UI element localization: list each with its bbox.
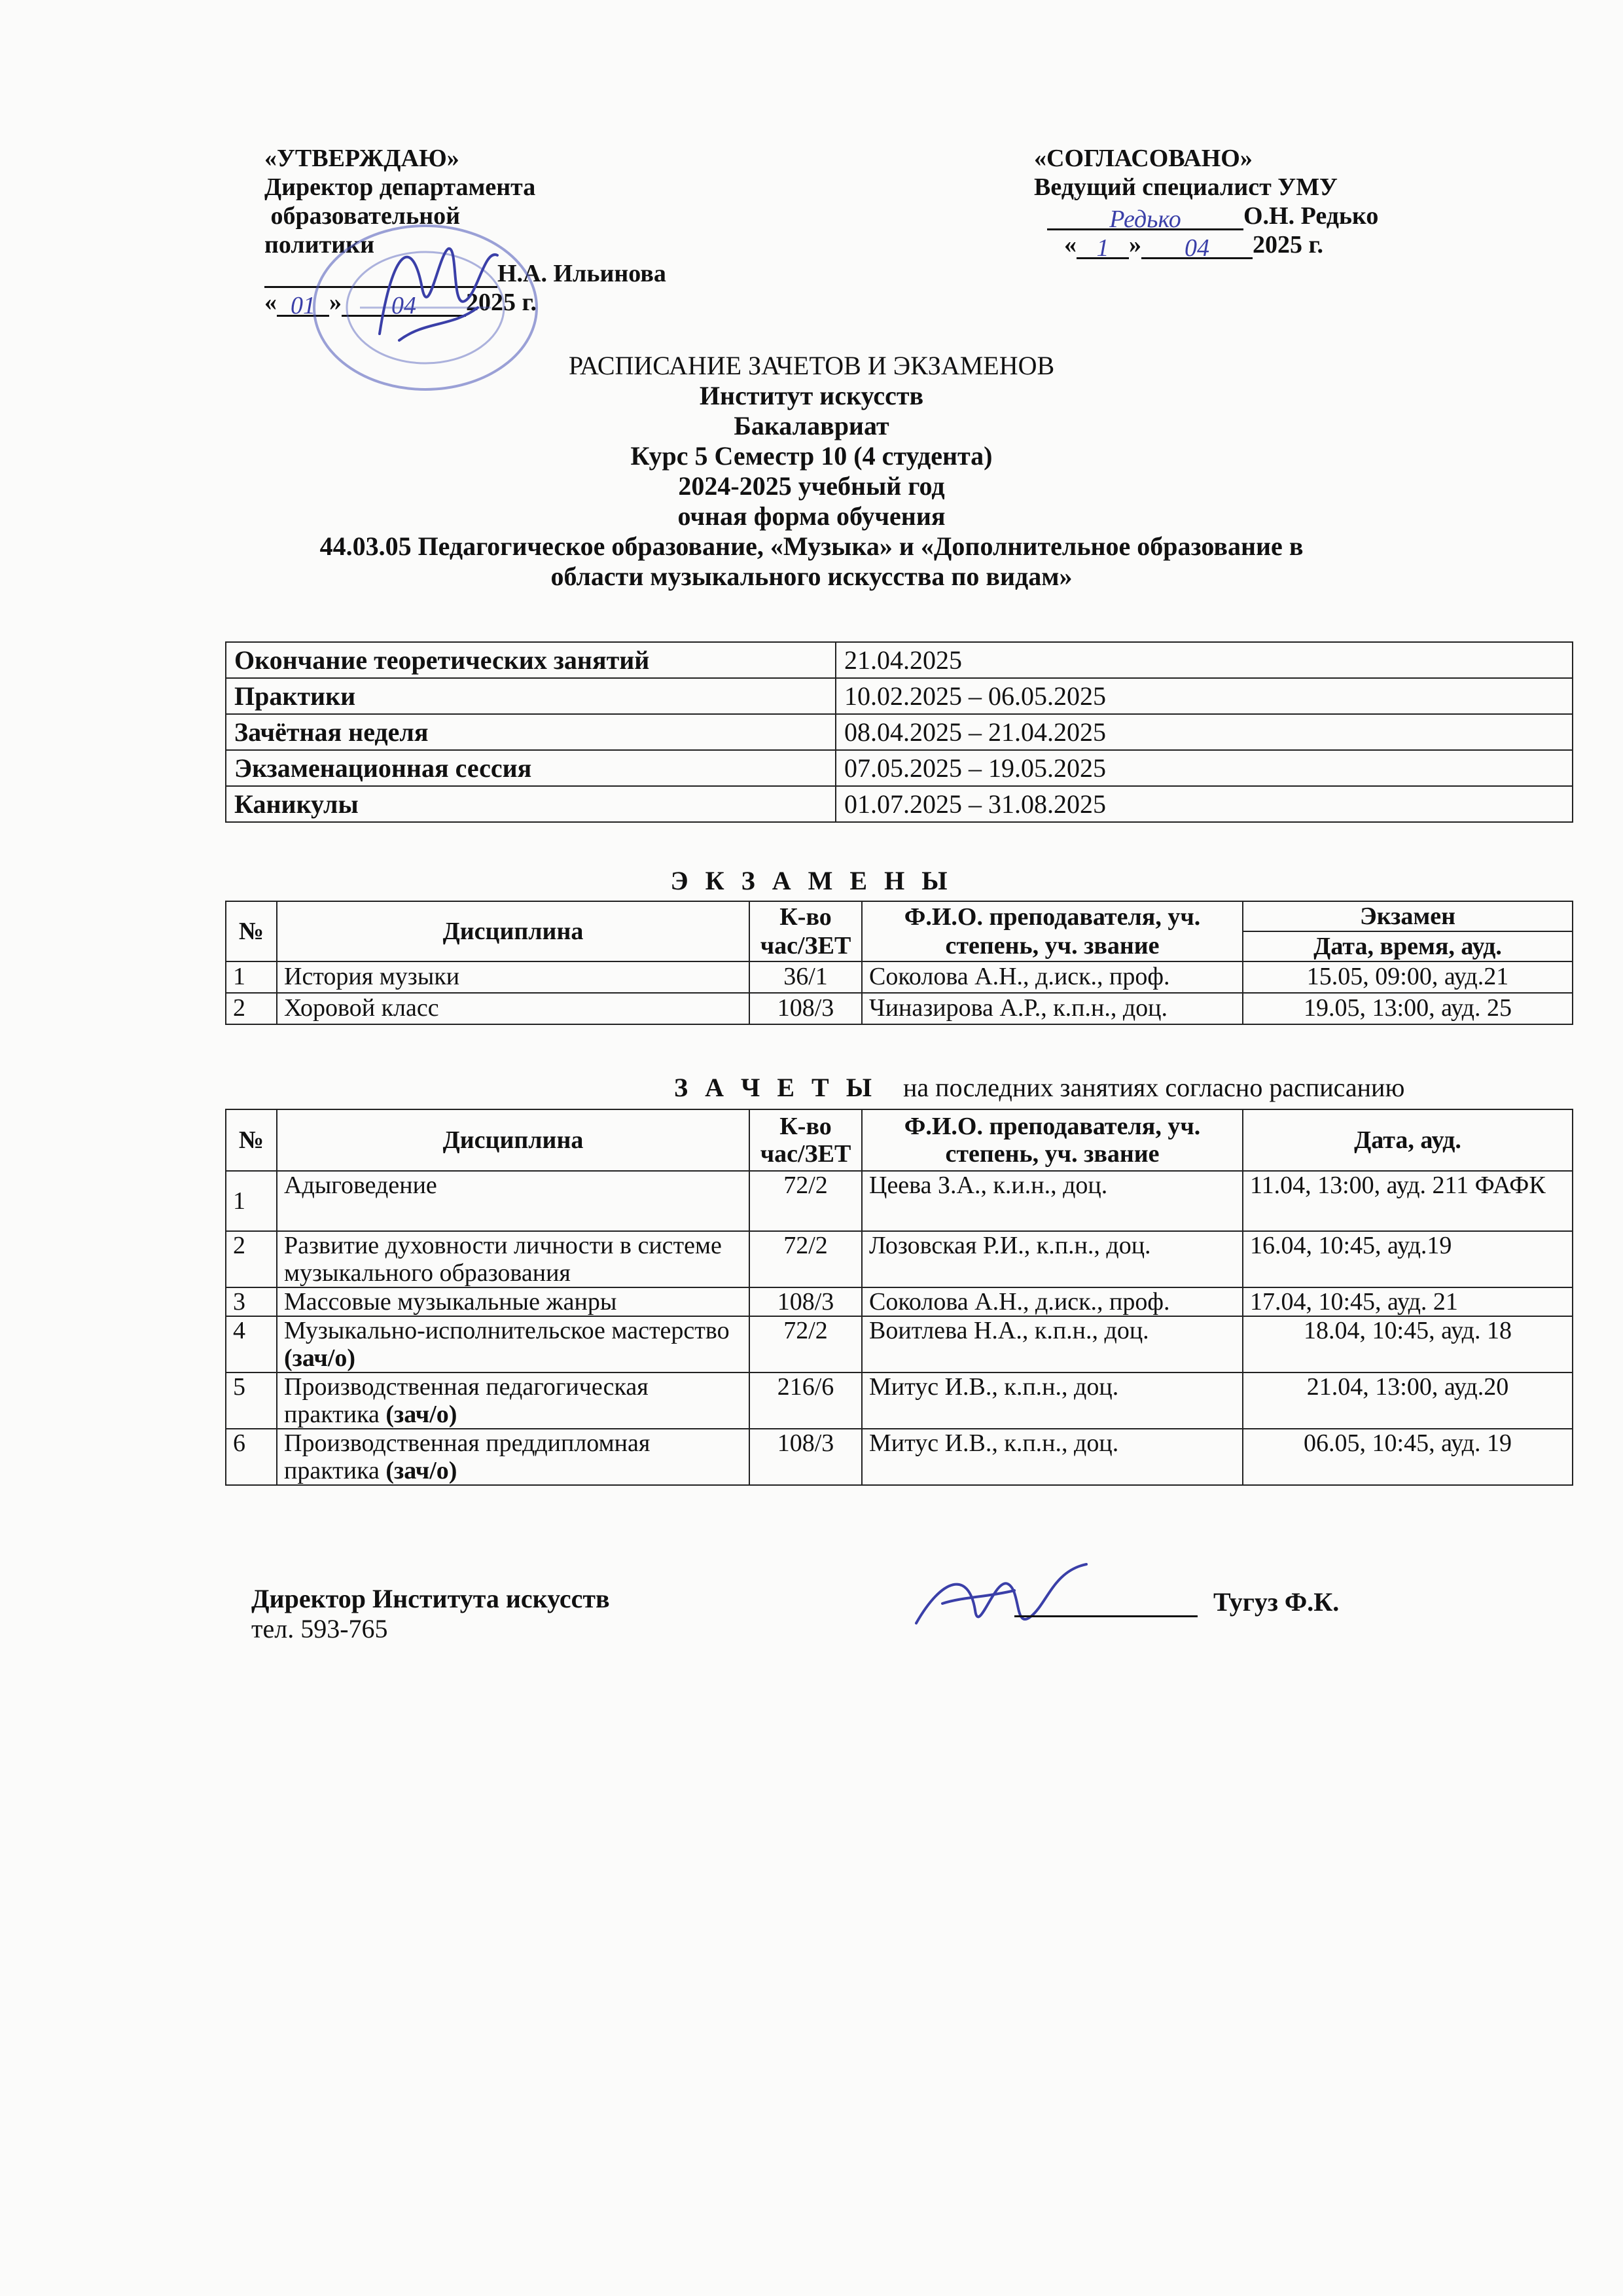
table-row: [226, 642, 1573, 678]
document-titles: [0, 351, 1623, 592]
table-row: [226, 1231, 1573, 1287]
cell-teacher: Воитлева Н.А., к.п.н., доц.: [862, 1316, 1243, 1372]
approval-position-line3: политики: [264, 231, 374, 259]
period-value: 01.07.2025 – 31.08.2025: [836, 786, 1573, 822]
study-form: очная форма обучения: [677, 501, 946, 531]
col-teacher: Ф.И.О. преподавателя, уч. степень, уч. звание: [862, 1109, 1243, 1171]
periods-table: [225, 641, 1573, 823]
agreement-date-day: 1: [1077, 234, 1129, 259]
agreement-signature-line: [1034, 202, 1492, 233]
cell-num: 2: [226, 993, 277, 1024]
cell-hours: 108/3: [749, 993, 862, 1024]
agreement-signature: Редько: [1047, 205, 1243, 230]
table-row: [226, 961, 1573, 993]
col-hours: К-во час/ЗЕТ: [749, 1109, 862, 1171]
approval-date-month: 04: [342, 291, 466, 317]
cell-num: 1: [226, 961, 277, 993]
cell-hours: 36/1: [749, 961, 862, 993]
table-row: [226, 714, 1573, 750]
cell-hours: 72/2: [749, 1231, 862, 1287]
col-hours: К-во час/ЗЕТ: [749, 901, 862, 961]
cell-discipline: Производственная преддипломная практика (зач/о): [277, 1429, 749, 1485]
institute-name: Институт искусств: [699, 381, 924, 410]
cell-date: 16.04, 10:45, ауд.19: [1243, 1231, 1573, 1287]
credit-type: (зач/о): [385, 1401, 457, 1428]
credits-heading: З А Ч Е Т Ы: [674, 1073, 877, 1102]
approval-date: « 01 » 04 2025 г.: [264, 289, 537, 319]
cell-discipline: История музыки: [277, 961, 749, 993]
cell-num: 5: [226, 1372, 277, 1429]
cell-discipline: Музыкально-исполнительское мастерство (зач/о): [277, 1316, 749, 1372]
agreement-title: «СОГЛАСОВАНО»: [1034, 145, 1253, 172]
agreement-date-month: 04: [1141, 234, 1253, 259]
period-value: 21.04.2025: [836, 642, 1573, 678]
signature-underline: [1014, 1592, 1198, 1617]
col-teacher: Ф.И.О. преподавателя, уч. степень, уч. звание: [862, 901, 1243, 961]
agreement-date: « 1 » 04 2025 г.: [1064, 231, 1323, 262]
approval-date-day: 01: [277, 291, 329, 317]
cell-teacher: Соколова А.Н., д.иск., проф.: [862, 1287, 1243, 1316]
cell-discipline: Хоровой класс: [277, 993, 749, 1024]
exams-table: [225, 901, 1573, 1025]
approval-name: Н.А. Ильинова: [497, 260, 666, 287]
cell-num: 1: [226, 1171, 277, 1231]
cell-date: 21.04, 13:00, ауд.20: [1243, 1372, 1573, 1429]
cell-date: 15.05, 09:00, ауд.21: [1243, 961, 1573, 993]
cell-hours: 72/2: [749, 1316, 862, 1372]
cell-discipline: Развитие духовности личности в системе музыкального образования: [277, 1231, 749, 1287]
cell-hours: 72/2: [749, 1171, 862, 1231]
cell-hours: 108/3: [749, 1287, 862, 1316]
col-datetime: Дата, время, ауд.: [1243, 931, 1573, 961]
table-row: [226, 1429, 1573, 1485]
period-label: Практики: [226, 678, 836, 714]
table-header-row: [226, 1109, 1573, 1171]
document-title: РАСПИСАНИЕ ЗАЧЕТОВ И ЭКЗАМЕНОВ: [568, 351, 1055, 380]
course-info: Курс 5 Семестр 10 (4 студента): [630, 441, 993, 471]
director-name: Тугуз Ф.К.: [1213, 1587, 1340, 1617]
credit-type: (зач/о): [284, 1344, 356, 1372]
cell-hours: 108/3: [749, 1429, 862, 1485]
cell-num: 4: [226, 1316, 277, 1372]
cell-date: 17.04, 10:45, ауд. 21: [1243, 1287, 1573, 1316]
program-line-1: 44.03.05 Педагогическое образование, «Музыка» и «Дополнительное образование в: [319, 531, 1304, 561]
col-num: №: [226, 901, 277, 961]
cell-teacher: Лозовская Р.И., к.п.н., доц.: [862, 1231, 1243, 1287]
program-line-2: области музыкального искусства по видам»: [550, 562, 1073, 591]
cell-teacher: Митус И.В., к.п.н., доц.: [862, 1372, 1243, 1429]
period-label: Экзаменационная сессия: [226, 750, 836, 786]
cell-num: 6: [226, 1429, 277, 1485]
cell-num: 2: [226, 1231, 277, 1287]
table-row: [226, 1287, 1573, 1316]
cell-teacher: Чиназирова А.Р., к.п.н., доц.: [862, 993, 1243, 1024]
col-date: Дата, ауд.: [1243, 1109, 1573, 1171]
table-row: [226, 993, 1573, 1024]
cell-teacher: Соколова А.Н., д.иск., проф.: [862, 961, 1243, 993]
table-row: [226, 1372, 1573, 1429]
col-exam: Экзамен: [1243, 901, 1573, 931]
cell-num: 3: [226, 1287, 277, 1316]
table-row: [226, 1171, 1573, 1231]
agreement-date-year: 2025 г.: [1253, 231, 1323, 259]
cell-date: 18.04, 10:45, ауд. 18: [1243, 1316, 1573, 1372]
period-label: Зачётная неделя: [226, 714, 836, 750]
period-value: 10.02.2025 – 06.05.2025: [836, 678, 1573, 714]
period-label: Каникулы: [226, 786, 836, 822]
approval-date-year: 2025 г.: [466, 289, 537, 316]
cell-date: 19.05, 13:00, ауд. 25: [1243, 993, 1573, 1024]
credits-table: [225, 1109, 1573, 1486]
director-phone: тел. 593-765: [251, 1614, 388, 1643]
credits-note: на последних занятиях согласно расписанию: [903, 1073, 1405, 1102]
credit-type: (зач/о): [385, 1457, 457, 1484]
table-row: [226, 678, 1573, 714]
table-row: [226, 1316, 1573, 1372]
cell-discipline: Производственная педагогическая практика (зач/о): [277, 1372, 749, 1429]
col-num: №: [226, 1109, 277, 1171]
agreement-block: [1034, 144, 1492, 262]
cell-date: 11.04, 13:00, ауд. 211 ФАФК: [1243, 1171, 1573, 1231]
cell-teacher: Митус И.В., к.п.н., доц.: [862, 1429, 1243, 1485]
cell-hours: 216/6: [749, 1372, 862, 1429]
agreement-name: О.Н. Редько: [1243, 202, 1379, 230]
col-discipline: Дисциплина: [277, 1109, 749, 1171]
period-value: 08.04.2025 – 21.04.2025: [836, 714, 1573, 750]
period-label: Окончание теоретических занятий: [226, 642, 836, 678]
exams-heading: Э К З А М Е Н Ы: [670, 866, 953, 895]
agreement-position: Ведущий специалист УМУ: [1034, 173, 1338, 201]
credits-heading-line: [674, 1072, 1404, 1103]
footer: [251, 1584, 610, 1644]
approval-position-line1: Директор департамента: [264, 173, 536, 201]
director-signature-line: [1014, 1587, 1339, 1617]
cell-teacher: Цеева З.А., к.и.н., доц.: [862, 1171, 1243, 1231]
table-header-row: [226, 901, 1573, 931]
approval-title: «УТВЕРЖДАЮ»: [264, 145, 459, 172]
cell-discipline: Адыговедение: [277, 1171, 749, 1231]
table-row: [226, 786, 1573, 822]
period-value: 07.05.2025 – 19.05.2025: [836, 750, 1573, 786]
education-level: Бакалавриат: [734, 411, 889, 440]
cell-date: 06.05, 10:45, ауд. 19: [1243, 1429, 1573, 1485]
cell-discipline: Массовые музыкальные жанры: [277, 1287, 749, 1316]
director-position: Директор Института искусств: [251, 1584, 610, 1613]
col-discipline: Дисциплина: [277, 901, 749, 961]
academic-year: 2024-2025 учебный год: [678, 471, 945, 501]
approval-position-line2: образовательной: [264, 202, 461, 230]
table-row: [226, 750, 1573, 786]
